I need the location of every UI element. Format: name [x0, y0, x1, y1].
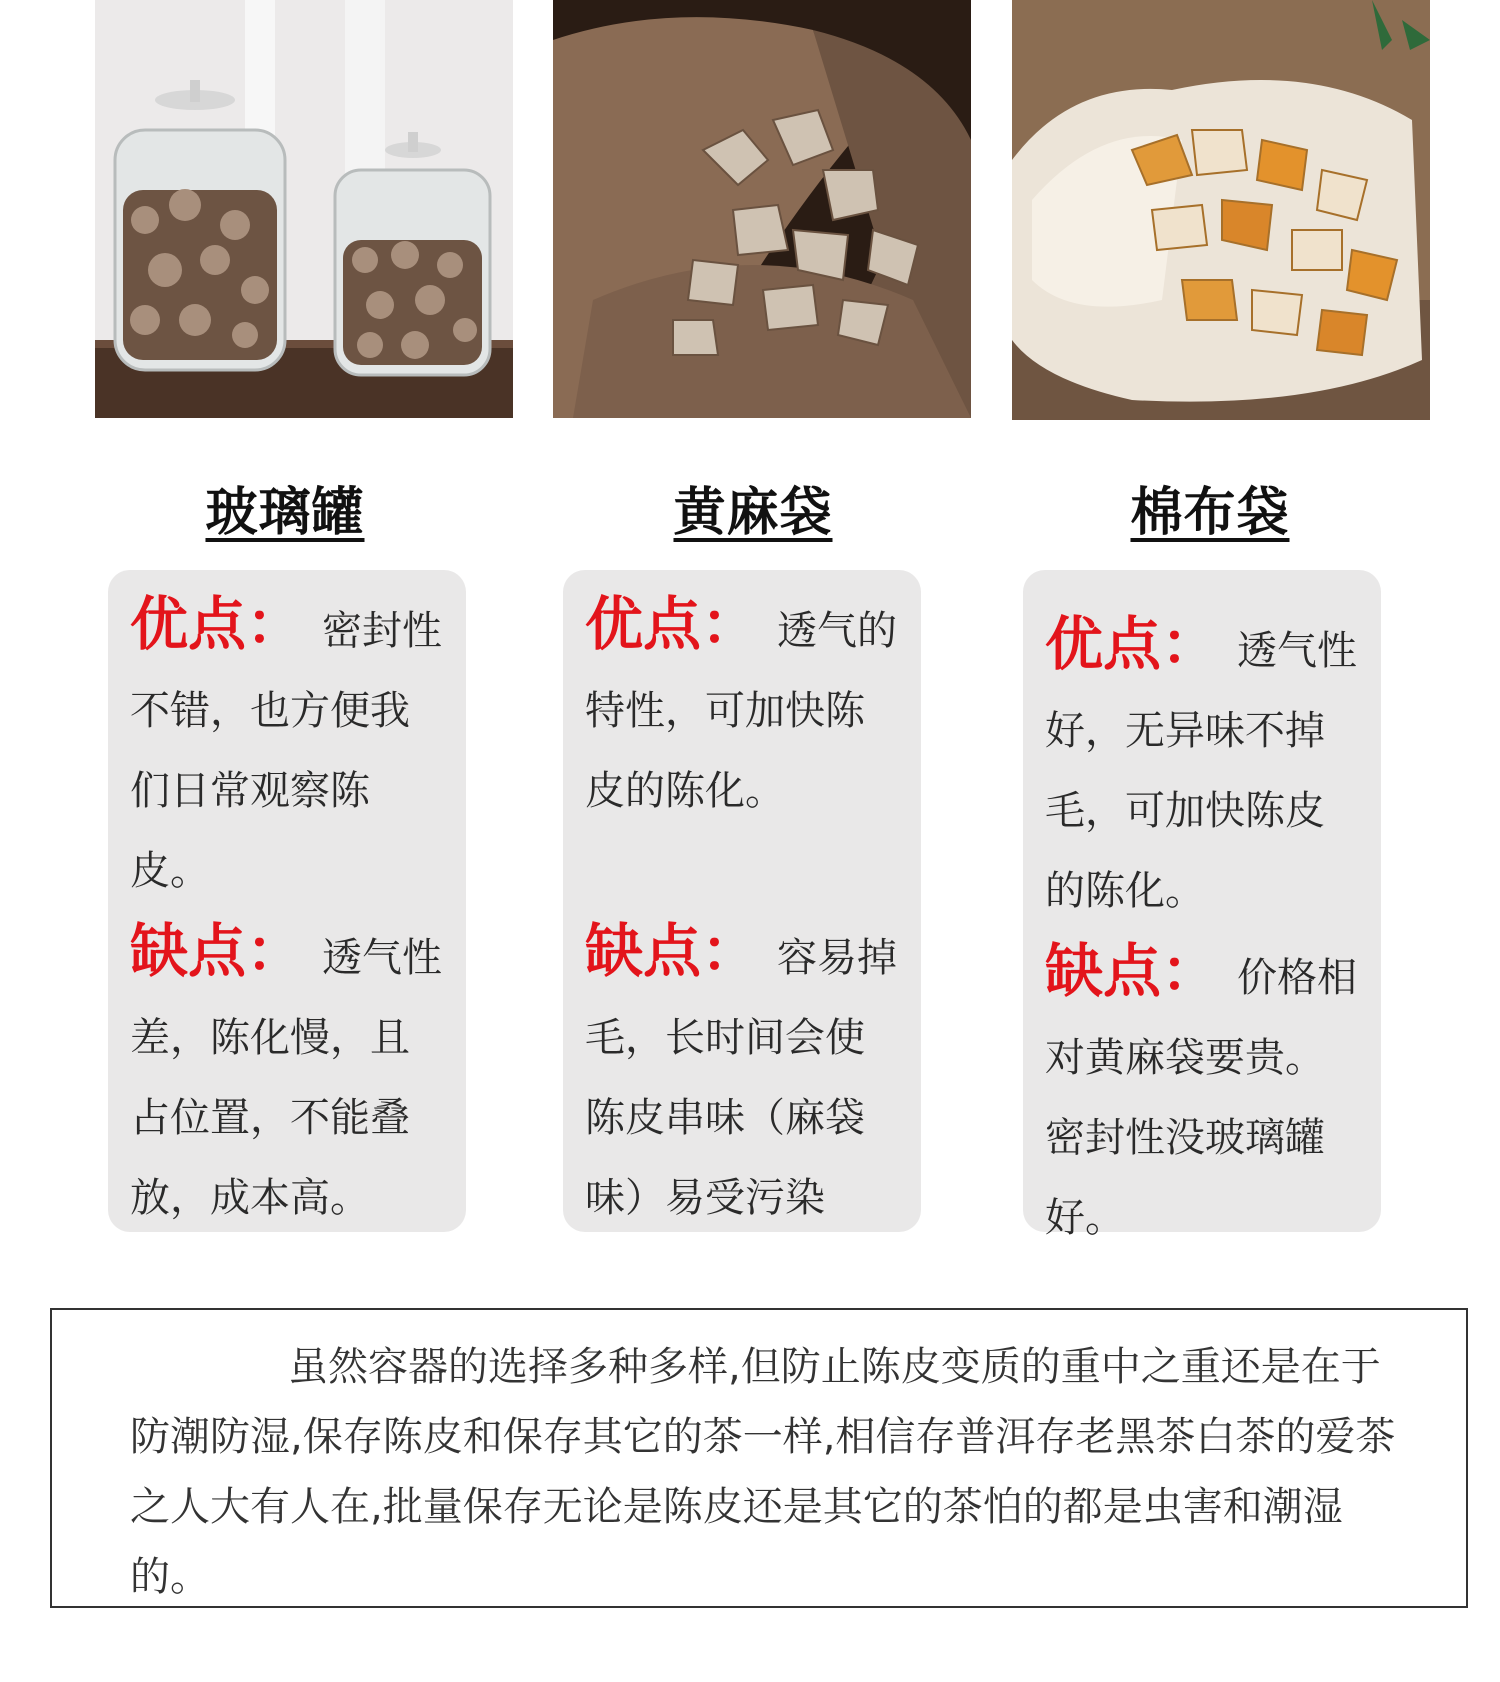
- section-gap: [585, 831, 901, 911]
- column-title-jute-bag: 黄麻袋: [673, 483, 833, 543]
- storage-note-text: 虽然容器的选择多种多样,但防止陈皮变质的重中之重还是在于防潮防湿,保存陈皮和保存其它的茶一样,相信存普洱存老黑茶白茶的爱茶之人大有人在,批量保存无论是陈皮还是其它的茶怕的都是虫害和潮湿的。: [130, 1344, 1396, 1600]
- cons-section: [1045, 931, 1361, 1258]
- storage-note-box: [50, 1308, 1468, 1608]
- pros-label: 优点：: [1045, 610, 1220, 678]
- pros-section: [1045, 604, 1361, 931]
- card-cotton-bag: [1023, 570, 1381, 1241]
- card-jute-bag: [563, 570, 921, 1232]
- pros-label: 优点：: [130, 590, 305, 658]
- pros-text: 透气性好，无异味不掉毛，可加快陈皮的陈化。: [1045, 628, 1358, 914]
- pros-section: [585, 584, 901, 831]
- cons-text: 容易掉毛，长时间会使陈皮串味（麻袋味）易受污染: [585, 935, 898, 1221]
- cons-label: 缺点：: [585, 917, 760, 985]
- pros-text: 密封性不错，也方便我们日常观察陈皮。: [130, 608, 443, 894]
- cons-label: 缺点：: [130, 917, 305, 985]
- column-title-cotton-bag: 棉布袋: [1130, 483, 1290, 543]
- cons-section: [130, 911, 446, 1238]
- glass-jar-photo: [95, 0, 513, 418]
- column-title-glass-jar: 玻璃罐: [205, 483, 365, 543]
- pros-text: 透气的特性，可加快陈皮的陈化。: [585, 608, 898, 814]
- jute-bag-photo: [553, 0, 971, 418]
- cotton-bag-photo: [1012, 0, 1430, 420]
- cons-text: 透气性差，陈化慢，且占位置，不能叠放，成本高。: [130, 935, 443, 1221]
- card-glass-jar: [108, 570, 466, 1232]
- cons-label: 缺点：: [1045, 937, 1220, 1005]
- cons-text: 价格相对黄麻袋要贵。密封性没玻璃罐好。: [1045, 955, 1358, 1241]
- pros-section: [130, 584, 446, 911]
- pros-label: 优点：: [585, 590, 760, 658]
- cons-section: [585, 911, 901, 1238]
